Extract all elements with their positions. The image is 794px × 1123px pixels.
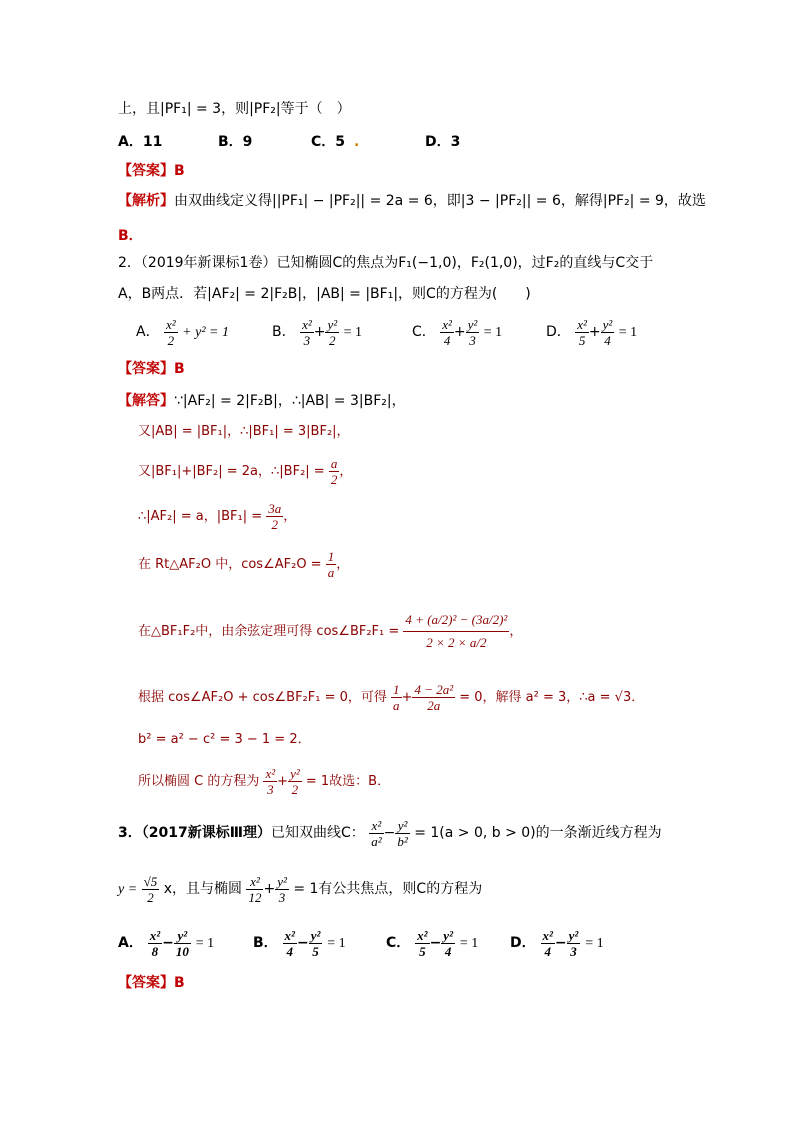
q3-number: 3． xyxy=(118,825,142,841)
q2-option-a-frac xyxy=(164,317,178,348)
q3-stem-1a: 已知双曲线C： xyxy=(270,825,365,841)
q2-stem-line1 xyxy=(118,253,653,273)
frac-num: 4 − 2a² xyxy=(414,682,454,697)
q2-solution-7-frac1 xyxy=(391,682,402,713)
q2-solution-1 xyxy=(118,391,406,411)
q1-option-d: D．3 xyxy=(425,134,461,150)
q2-source: （2019年新课标1卷） xyxy=(140,255,277,271)
frac-num: x² xyxy=(417,927,428,943)
frac-num: x² xyxy=(166,316,176,332)
q2-option-c-frac1 xyxy=(440,317,454,348)
frac-num: 1 xyxy=(393,682,400,697)
q3-stem-frac3 xyxy=(142,874,160,905)
q3-option-d-label: D． xyxy=(510,935,536,951)
frac-den: 4 xyxy=(604,332,611,348)
q1-explain-tail: B． xyxy=(118,228,143,244)
frac-num: x² xyxy=(577,316,587,332)
q3-option-a-label: A． xyxy=(118,935,143,951)
frac-den: 3 xyxy=(303,332,311,348)
frac-num: 3a xyxy=(268,501,282,516)
frac-den: 2a xyxy=(427,698,441,713)
q2-option-d-rest: = 1 xyxy=(618,325,638,340)
q2-solution-7: 根据 cos∠AF₂O + cos∠BF₂F₁ = 0，可得 $\frac{1}{a}$ + $\frac{\text{4 − 2a²}}{2a}$ = 0，解得 a² = 3，∴a = √3． xyxy=(138,682,645,713)
q2-solution-9-tail: = 1故选：B． xyxy=(305,774,391,789)
q3-source: （2017新课标Ⅲ理） xyxy=(141,825,271,841)
q3-option-a: A． $\frac{\text{x²}}{8}$ − $\frac{\text{y²}}{10}$ = 1 xyxy=(118,927,215,959)
frac-num: y² xyxy=(443,927,453,943)
q2-solution-7-text: 根据 cos∠AF₂O + cos∠BF₂F₁ = 0，可得 xyxy=(138,690,387,705)
q2-option-d: D． $\frac{\text{x²}}{5}$ + $\frac{\text{y²}}{4}$ = 1 xyxy=(546,316,638,348)
frac-num: x² xyxy=(284,927,295,943)
q2-option-c-frac2 xyxy=(466,317,480,348)
q3-stem-line1: 3．（2017新课标Ⅲ理）已知双曲线C： $\frac{\text{x²}}{\text{a²}}$ − $\frac{\text{y²}}{\text{b²}}$ = 1(a > 0, b > 0)的一条渐近线方程为 xyxy=(118,817,662,849)
q3-option-c-label: C． xyxy=(386,935,411,951)
q2-solution-8: b² = a² − c² = 3 − 1 = 2． xyxy=(138,732,311,747)
frac-den: 5 xyxy=(312,943,319,959)
frac-den: 4 xyxy=(444,943,452,959)
q2-option-b-frac2 xyxy=(325,317,339,348)
frac-den: 4 xyxy=(544,943,551,959)
q3-option-b-frac1 xyxy=(283,928,297,959)
q2-option-d-label: D． xyxy=(546,324,571,340)
q1-option-a: A．11 xyxy=(118,134,163,150)
q2-solution-6: 在△BF₁F₂中，由余弦定理可得 cos∠BF₂F₁ = $\frac{\text{4 + (a/2)² − (3a/2)²}}{2 \times 2 \times a/2}$ ， xyxy=(138,606,522,658)
frac-num: x² xyxy=(442,316,452,332)
q2-option-c-label: C． xyxy=(412,324,436,340)
q2-solution-2: 又|AB| = |BF₁|，∴|BF₁| = 3|BF₂|， xyxy=(138,424,350,439)
q1-options xyxy=(118,132,461,152)
frac-num: y² xyxy=(290,766,300,781)
frac-num: x² xyxy=(265,766,276,781)
q2-answer: 【答案】B xyxy=(118,361,185,377)
frac-den: a xyxy=(327,565,335,580)
frac-num: y² xyxy=(602,316,613,332)
frac-den: b² xyxy=(397,833,408,849)
frac-den: 3 xyxy=(278,889,286,905)
q2-solution-4-text: ∴|AF₂| = a，|BF₁| = xyxy=(138,509,263,524)
frac-den: 2 xyxy=(291,782,299,797)
q3-option-b: B． $\frac{\text{x²}}{4}$ − $\frac{\text{y²}}{5}$ = 1 xyxy=(253,927,346,959)
frac-den: 2 × 2 × a/2 xyxy=(426,635,487,650)
q2-solution-6-text: 在△BF₁F₂中，由余弦定理可得 cos∠BF₂F₁ = xyxy=(138,624,400,639)
q2-solution-4: ∴|AF₂| = a，|BF₁| = $\frac{3a}{2}$ ， xyxy=(138,501,297,532)
q2-option-b: B． $\frac{\text{x²}}{3}$ + $\frac{\text{y²}}{2}$ = 1 xyxy=(272,316,362,348)
q2-solution-5-text: 在 Rt△AF₂O 中，cos∠AF₂O = xyxy=(138,557,322,572)
q2-option-a-rest: + y² = 1 xyxy=(182,325,229,340)
q2-solution-6-frac xyxy=(403,609,509,654)
q1-explain-text: 由双曲线定义得||PF₁| − |PF₂|| = 2a = 6，即|3 − |PF₂|| = 6，解得|PF₂| = 9，故选 xyxy=(174,193,706,209)
frac-num: x² xyxy=(542,927,553,943)
frac-den: 2 xyxy=(167,332,175,348)
q2-solution-3: 又|BF₁|+|BF₂| = 2a，∴|BF₂| = $\frac{a}{2}$ ， xyxy=(138,456,353,487)
q2-option-c: C． $\frac{\text{x²}}{4}$ + $\frac{\text{y²}}{3}$ = 1 xyxy=(412,316,503,348)
q2-option-b-frac1 xyxy=(300,317,314,348)
frac-num: x² xyxy=(302,316,312,332)
frac-num: y² xyxy=(174,928,191,944)
frac-den: 4 xyxy=(443,332,451,348)
q3-option-b-frac2 xyxy=(309,928,323,959)
frac-den: 3 xyxy=(570,943,577,959)
q2-solution-9-text: 所以椭圆 C 的方程为 xyxy=(138,774,260,789)
frac-num: a xyxy=(330,456,338,471)
q3-stem-frac2 xyxy=(395,818,409,849)
frac-num: x² xyxy=(246,874,263,890)
frac-num: y² xyxy=(277,873,287,889)
q3-option-a-frac2 xyxy=(174,928,191,959)
q2-option-a-label: A． xyxy=(136,324,160,340)
q2-option-b-rest: = 1 xyxy=(343,325,362,340)
frac-den: 3 xyxy=(267,782,274,797)
q3-stem-2a: y = xyxy=(118,882,138,897)
frac-num: y² xyxy=(467,316,478,332)
q3-option-c-frac1 xyxy=(415,928,429,959)
q3-stem-frac5 xyxy=(275,874,289,905)
q1-answer: 【答案】B xyxy=(118,163,185,179)
q2-option-d-frac2 xyxy=(601,317,615,348)
frac-num: √5 xyxy=(143,873,158,889)
q2-solution-5: 在 Rt△AF₂O 中，cos∠AF₂O = $\frac{1}{a}$ ， xyxy=(138,549,350,580)
frac-den: 5 xyxy=(578,332,586,348)
q3-option-a-rest: = 1 xyxy=(195,936,215,951)
q2-stem-1: 已知椭圆C的焦点为F₁(−1,0)，F₂(1,0)，过F₂的直线与C交于 xyxy=(276,255,654,271)
q2-solution-9: 所以椭圆 C 的方程为 $\frac{\text{x²}}{3}$ + $\frac{\text{y²}}{2}$ = 1故选：B． xyxy=(138,766,391,797)
q3-option-d-frac1 xyxy=(541,928,555,959)
q2-solution-1-text: ∵|AF₂| = 2|F₂B|，∴|AB| = 3|BF₂|， xyxy=(174,393,406,409)
q3-option-b-rest: = 1 xyxy=(327,936,346,951)
frac-den: 4 xyxy=(286,943,293,959)
frac-num: y² xyxy=(395,818,409,834)
frac-den: 10 xyxy=(175,943,189,959)
q2-option-a xyxy=(136,315,229,350)
q1-explain-label: 【解析】 xyxy=(118,193,174,209)
q3-stem-frac4 xyxy=(246,874,263,905)
q2-stem-line2: A，B两点．若|AF₂| = 2|F₂B|，|AB| = |BF₁|，则C的方程为( ) xyxy=(118,286,531,302)
q2-solution-9-frac1 xyxy=(263,766,277,797)
frac-den: 3 xyxy=(469,332,476,348)
q3-option-d: D． $\frac{\text{x²}}{4}$ − $\frac{\text{y²}}{3}$ = 1 xyxy=(510,927,604,959)
frac-den: 2 xyxy=(271,517,279,532)
q3-stem-frac1 xyxy=(369,818,383,849)
q3-stem-2b: x，且与椭圆 xyxy=(163,881,243,897)
frac-den: a² xyxy=(371,833,382,849)
frac-num: x² xyxy=(149,927,161,943)
q2-solution-3-text: 又|BF₁|+|BF₂| = 2a，∴|BF₂| = xyxy=(138,464,325,479)
frac-num: y² xyxy=(327,316,338,332)
q1-option-b: B．9 xyxy=(218,134,253,150)
frac-den: 5 xyxy=(419,943,426,959)
q2-solution-5-frac xyxy=(326,549,337,580)
q3-option-c-frac2 xyxy=(441,928,455,959)
q2-option-d-frac1 xyxy=(575,317,589,348)
q1-explain xyxy=(118,191,706,211)
q2-solution-3-frac xyxy=(329,456,340,487)
q1-option-c: C．5 xyxy=(311,134,346,150)
q3-stem-line2: y = $\frac{√5}{2}$ x，且与椭圆 $\frac{\text{x²}}{12}$ + $\frac{\text{y²}}{3}$ = 1有公共焦点，则C的方程为 xyxy=(118,873,483,905)
q3-option-d-frac2 xyxy=(567,928,581,959)
frac-den: 2 xyxy=(329,332,336,348)
frac-den: 12 xyxy=(248,889,262,905)
q3-option-d-rest: = 1 xyxy=(585,936,604,951)
q3-option-c-rest: = 1 xyxy=(459,936,479,951)
q3-stem-2c: = 1有公共焦点，则C的方程为 xyxy=(293,881,483,897)
q2-solution-7-tail: = 0，解得 a² = 3，∴a = √3． xyxy=(459,690,645,705)
frac-den: 2 xyxy=(330,472,338,487)
q3-option-b-label: B． xyxy=(253,935,278,951)
q2-option-b-label: B． xyxy=(272,324,296,340)
q1-stem: 上，且|PF₁| = 3，则|PF₂|等于（ ） xyxy=(118,101,351,117)
q3-stem-1b: = 1(a > 0, b > 0)的一条渐近线方程为 xyxy=(414,825,662,841)
frac-num: 1 xyxy=(327,549,335,564)
frac-den: a xyxy=(393,698,400,713)
q2-solution-7-frac2 xyxy=(412,682,455,713)
frac-den: 8 xyxy=(151,943,159,959)
q2-number: 2． xyxy=(118,255,141,271)
q2-solution-4-frac xyxy=(266,501,283,532)
q2-solution-9-frac2 xyxy=(288,766,302,797)
frac-den: 2 xyxy=(147,889,154,905)
q2-solution-label: 【解答】 xyxy=(118,393,174,409)
q3-option-a-frac1 xyxy=(148,928,162,959)
q1-option-dot: . xyxy=(354,134,360,150)
q3-option-c: C． $\frac{\text{x²}}{5}$ − $\frac{\text{y²}}{4}$ = 1 xyxy=(386,927,479,959)
q2-option-c-rest: = 1 xyxy=(483,325,503,340)
q3-answer: 【答案】B xyxy=(118,975,185,991)
frac-num: x² xyxy=(369,818,383,834)
frac-num: 4 + (a/2)² − (3a/2)² xyxy=(403,609,509,632)
frac-num: y² xyxy=(310,927,321,943)
frac-num: y² xyxy=(568,927,579,943)
